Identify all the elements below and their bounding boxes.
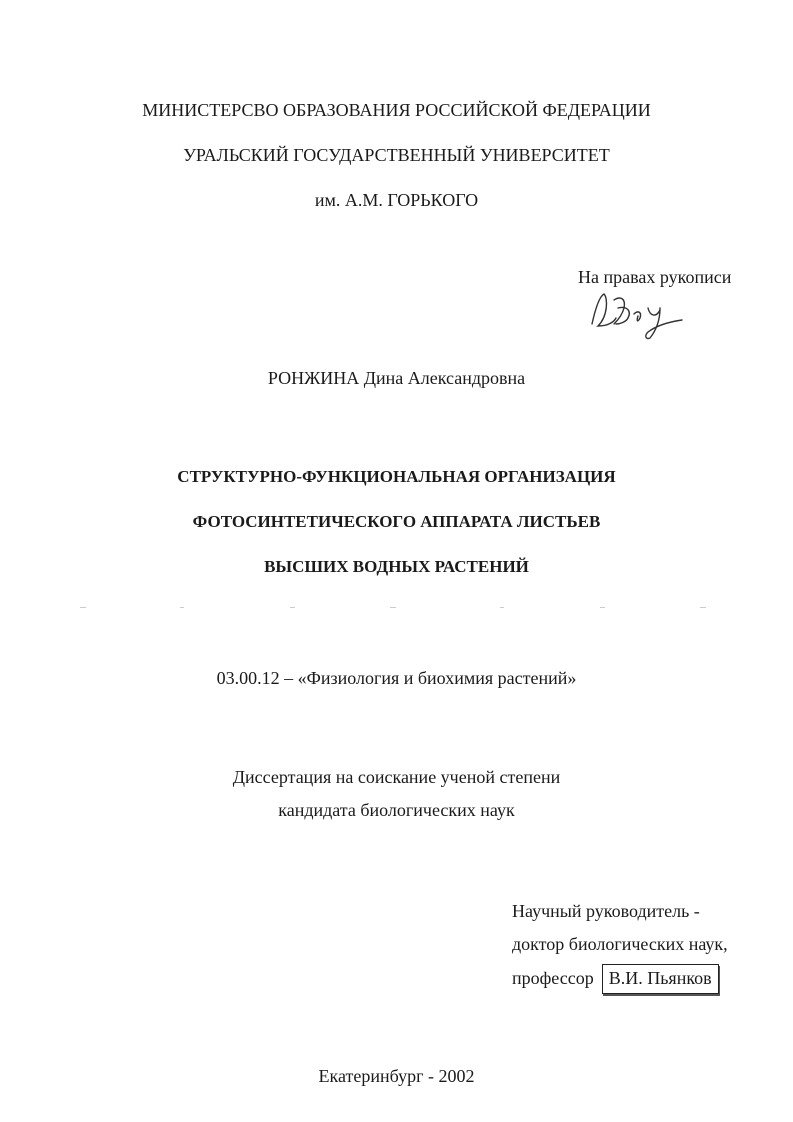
dissertation-line-1: Диссертация на соискание ученой степени <box>232 767 561 787</box>
supervisor-position-row <box>512 964 719 994</box>
dissertation-line-2: кандидата биологических наук <box>278 800 515 820</box>
specialty-line: 03.00.12 – «Физиология и биохимия растений» <box>216 668 577 688</box>
title-line-3: ВЫСШИХ ВОДНЫХ РАСТЕНИЙ <box>264 557 529 576</box>
supervisor-name-box: В.И. Пьянков <box>602 964 719 994</box>
university-line: УРАЛЬСКИЙ ГОСУДАРСТВЕННЫЙ УНИВЕРСИТЕТ <box>183 145 610 165</box>
supervisor-role: Научный руководитель - <box>512 901 700 921</box>
rights-note: На правах рукописи <box>578 267 732 287</box>
author-name: РОНЖИНА Дина Александровна <box>267 368 526 388</box>
title-line-2: ФОТОСИНТЕТИЧЕСКОГО АППАРАТА ЛИСТЬЕВ <box>192 512 601 531</box>
ministry-line: МИНИСТЕРСВО ОБРАЗОВАНИЯ РОССИЙСКОЙ ФЕДЕРАЦИИ <box>142 100 651 120</box>
named-after-line: им. А.М. ГОРЬКОГО <box>314 190 479 210</box>
supervisor-degree: доктор биологических наук, <box>512 934 728 954</box>
handwritten-signature <box>586 286 696 342</box>
footer-city-year: Екатеринбург - 2002 <box>318 1066 475 1086</box>
supervisor-position: профессор <box>512 968 594 988</box>
scan-artifact-dots <box>60 607 740 609</box>
title-line-1: СТРУКТУРНО-ФУНКЦИОНАЛЬНАЯ ОРГАНИЗАЦИЯ <box>177 467 616 486</box>
